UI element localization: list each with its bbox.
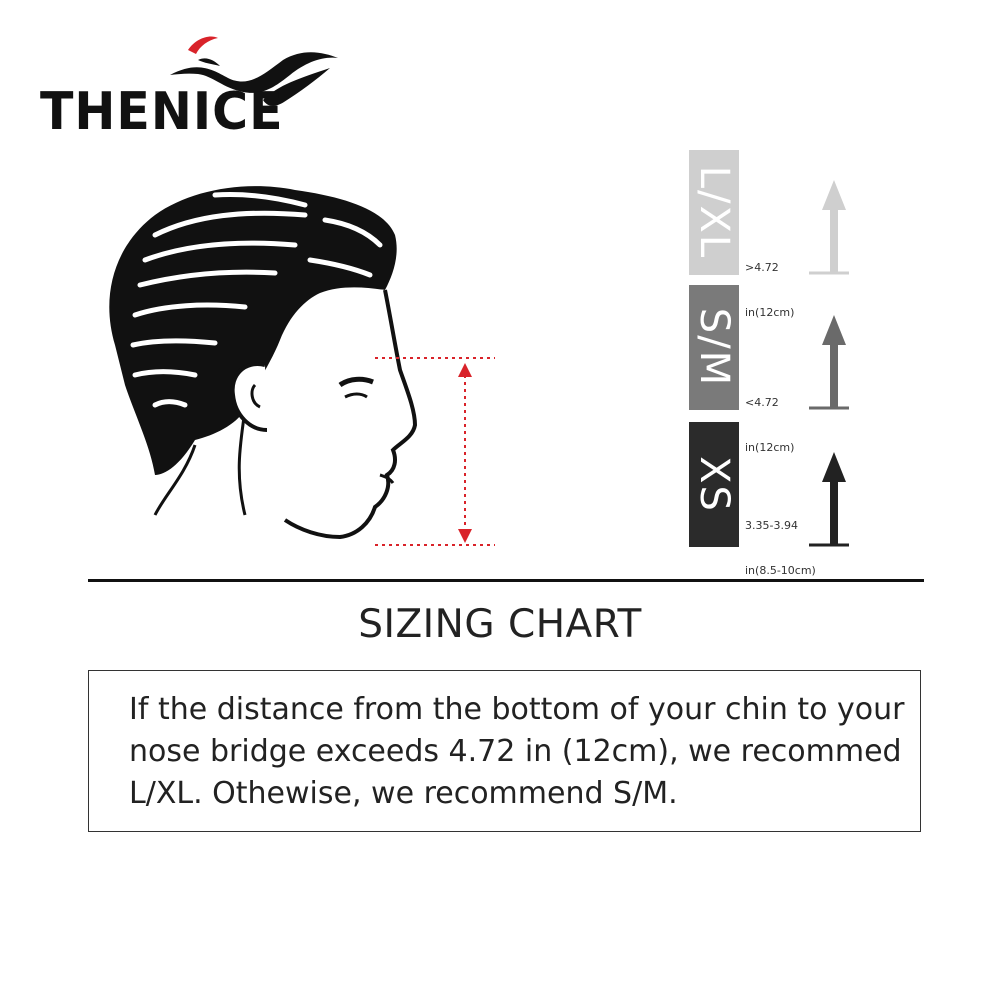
sizing-note-box	[88, 670, 921, 832]
section-divider	[88, 579, 924, 582]
size-label: S/M	[691, 307, 737, 388]
size-range	[745, 230, 794, 350]
size-range-line: >4.72	[745, 261, 779, 274]
size-range-line: 3.35-3.94	[745, 519, 798, 532]
size-label: L/XL	[691, 165, 737, 260]
brand-name: THENICE	[40, 82, 284, 142]
sizing-note-text: If the distance from the bottom of your chin to your nose bridge exceeds 4.72 in (12cm), we recommed L/XL. Othewise, we recommend S/M.	[129, 692, 905, 811]
up-arrow-icon	[809, 150, 849, 275]
up-arrow-icon	[809, 285, 849, 410]
size-range-line: in(12cm)	[745, 441, 795, 454]
brand-logo	[38, 30, 348, 140]
size-range-line: in(8.5-10cm)	[745, 564, 816, 577]
size-block	[689, 422, 739, 547]
sizing-chart-title: SIZING CHART	[358, 602, 642, 647]
size-block	[689, 150, 739, 275]
size-range	[745, 488, 816, 608]
size-range-line: <4.72	[745, 396, 779, 409]
size-block	[689, 285, 739, 410]
size-range-line: in(12cm)	[745, 306, 795, 319]
up-arrow-icon	[809, 422, 849, 547]
size-range	[745, 365, 794, 485]
size-label: XS	[691, 456, 737, 513]
head-profile-icon	[95, 175, 515, 555]
